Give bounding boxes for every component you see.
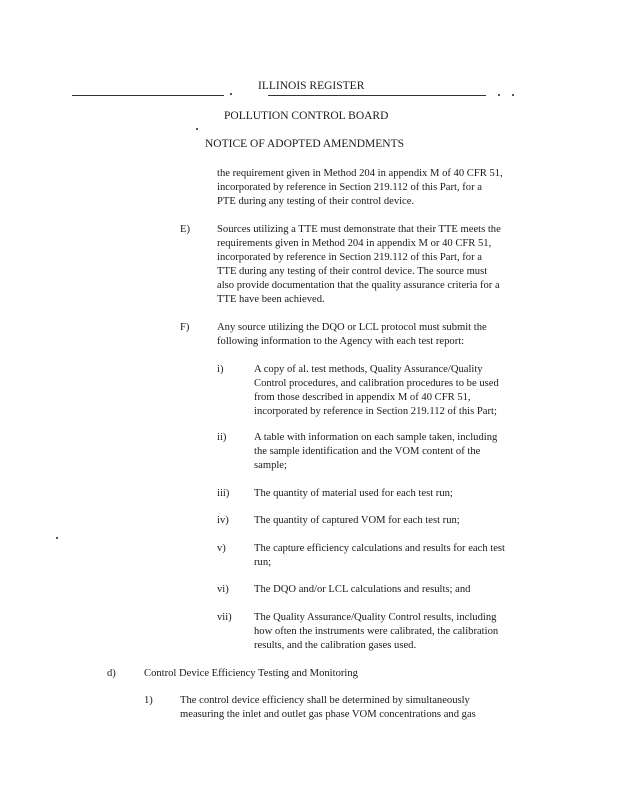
text-line: TTE have been achieved. <box>217 294 325 305</box>
subitem-label: ii) <box>217 432 227 443</box>
text-line: run; <box>254 557 272 568</box>
text-line: incorporated by reference in Section 219.112 of this Part, for a <box>217 182 482 193</box>
text-line: The Quality Assurance/Quality Control results, including <box>254 612 497 623</box>
item-label: 1) <box>144 695 153 706</box>
subitem-label: v) <box>217 543 226 554</box>
text-line: Any source utilizing the DQO or LCL protocol must submit the <box>217 322 487 333</box>
scan-speck <box>230 93 232 95</box>
text-line: The quantity of material used for each test run; <box>254 488 453 499</box>
text-line: following information to the Agency with each test report: <box>217 336 465 347</box>
scan-speck <box>56 537 58 539</box>
register-title: ILLINOIS REGISTER <box>258 80 365 92</box>
text-line: how often the instruments were calibrated, the calibration <box>254 626 499 637</box>
text-line: from those described in appendix M of 40 CFR 51, <box>254 392 471 403</box>
section-label: d) <box>107 668 116 679</box>
subitem-label: iv) <box>217 515 229 526</box>
board-title: POLLUTION CONTROL BOARD <box>224 110 389 122</box>
text-line: The control device efficiency shall be determined by simultaneously <box>180 695 470 706</box>
text-line: measuring the inlet and outlet gas phase VOM concentrations and gas <box>180 709 476 720</box>
header-rule-right <box>268 95 486 96</box>
item-label: E) <box>180 224 190 235</box>
section-title: Control Device Efficiency Testing and Monitoring <box>144 668 358 679</box>
subitem-label: vi) <box>217 584 229 595</box>
text-line: A table with information on each sample taken, including <box>254 432 498 443</box>
subitem-label: iii) <box>217 488 230 499</box>
subitem-label: vii) <box>217 612 232 623</box>
text-line: The capture efficiency calculations and results for each test <box>254 543 505 554</box>
header-rule-left <box>72 95 224 96</box>
text-line: incorporated by reference in Section 219.112 of this Part, for a <box>217 252 482 263</box>
text-line: The DQO and/or LCL calculations and results; and <box>254 584 471 595</box>
text-line: the sample identification and the VOM content of the <box>254 446 481 457</box>
text-line: Control procedures, and calibration procedures to be used <box>254 378 499 389</box>
text-line: sample; <box>254 460 287 471</box>
text-line: also provide documentation that the quality assurance criteria for a <box>217 280 500 291</box>
item-label: F) <box>180 322 190 333</box>
scan-speck <box>196 128 198 130</box>
scan-speck <box>512 94 514 96</box>
text-line: The quantity of captured VOM for each test run; <box>254 515 460 526</box>
text-line: PTE during any testing of their control device. <box>217 196 415 207</box>
scan-speck <box>498 94 500 96</box>
text-line: results, and the calibration gases used. <box>254 640 417 651</box>
subitem-label: i) <box>217 364 224 375</box>
text-line: the requirement given in Method 204 in appendix M of 40 CFR 51, <box>217 168 503 179</box>
text-line: Sources utilizing a TTE must demonstrate that their TTE meets the <box>217 224 501 235</box>
text-line: TTE during any testing of their control device. The source must <box>217 266 488 277</box>
text-line: incorporated by reference in Section 219.112 of this Part; <box>254 406 497 417</box>
text-line: requirements given in Method 204 in appendix M or 40 CFR 51, <box>217 238 492 249</box>
notice-title: NOTICE OF ADOPTED AMENDMENTS <box>205 138 405 150</box>
text-line: A copy of al. test methods, Quality Assurance/Quality <box>254 364 483 375</box>
